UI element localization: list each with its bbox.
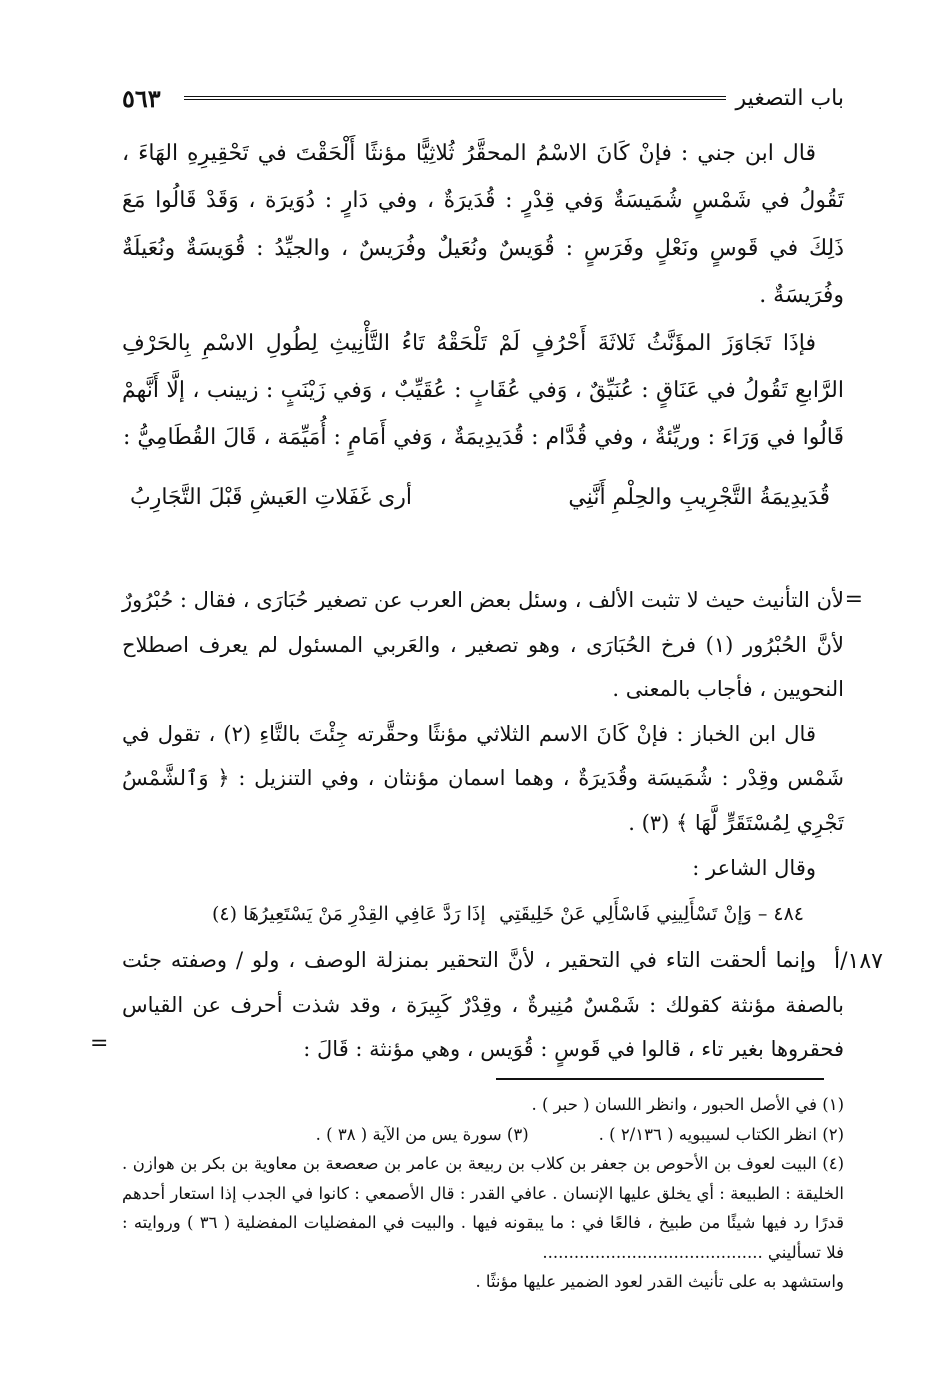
end-continuation-marker: =: [90, 1031, 109, 1056]
page-number: ٥٦٣: [122, 84, 161, 113]
manuscript-folio-marker: ١٨٧/أ: [834, 949, 883, 974]
running-title: باب التصغير: [735, 86, 844, 111]
commentary-text: [122, 578, 844, 1072]
commentary-paragraph-1: لأن التأنيث حيث لا تثبت الألف ، وسئل بعض العرب عن تصغير حُبَارَى ، فقال : حُبْرُورٌ لأنَّ الحُبْرُور (١) فرخ الحُبَارَى ، وهو تصغير ، والعَربي المسئول لم يعرف اصطلاح النحويين ، فأجاب بالمعنى .: [122, 588, 845, 702]
footnote-4: (٤) البيت لعوف بن الأحوص بن جعفر بن كلاب بن ربيعة بن عامر بن صعصعة بن معاوية بن بكر بن هوازن . الخليقة : الطبيعة : أي يخلق عليها الإنسان . عافي القدر : قال الأصمعي : كانوا في الجدب إذا استعار أحدهم قدرًا رد فيها شيئًا من طبيخ ، فالعًا في : ما يبقونه فيها . والبيت في المفضليات المفضلية ( ٣٦ ) وروايته : فلا تسأليني ..........................................: [122, 1154, 844, 1262]
verse-484-first: ٤٨٤ – وَإنْ تَسْأَلِينِي فَاسْأَلِي عَنْ خَلِيقَتِي: [499, 903, 804, 926]
commentary-paragraph-2: قال ابن الخباز : فإنْ كَانَ الاسم الثلاثي مؤنثًا وحقَّرته جِئْتَ بالتَّاءِ (٢) ، تقول في شَمْس وقِدْر : شُمَيسَة وقُدَيرَةٌ ، وهما اسمان مؤنثان ، وفي التنزيل : ﴿ وَٱلشَّمْسُ تَجْرِي لِمُسْتَقَرٍّ لَّهَا ﴾ (٣) .: [122, 721, 844, 835]
commentary-paragraph-3: وقال الشاعر :: [692, 855, 816, 880]
footnotes: [122, 1090, 844, 1297]
footnote-rule: [496, 1078, 824, 1080]
page-header: [122, 84, 844, 118]
footnote-4-end: واستشهد به على تأنيث القدر لعود الضمير عليها مؤنثًا .: [475, 1272, 844, 1291]
poem-verse-484: [122, 890, 844, 938]
verse-484-second: إذَا رَدَّ عَافِي القِدْرِ مَنْ يَسْتَعِيرُهَا (٤): [212, 903, 486, 926]
verse-first-hemistich: قُدَيدِيمَةُ التَّجْرِيبِ والحِلْمِ أَنَّنِي: [568, 484, 830, 510]
continuation-marker: =: [844, 587, 863, 612]
verse-second-hemistich: أرى غَفَلاتِ العَيشِ قَبْلَ التَّجَارِبُ: [130, 484, 413, 510]
main-paragraph-1: قال ابن جني : فإنْ كَانَ الاسْمُ المحقَّرُ ثُلاثِيًّا مؤنثًا أَلْحَقْتَ في تَحْقِيرِهِ الهَاءَ ، تَقُولُ في شَمْسٍ شُمَيسَةٌ وَفي قِدْرٍ : قُدَيرَةٌ ، وفي دَارٍ : دُوَيرَة ، وَقَدْ قَالُوا مَعَ ذَلِكَ في قَوسٍ ونَعْلٍ وفَرَسٍ : قُوَيسٌ ونُعَيلٌ وفُرَيسٌ ، والجيِّدُ : قُوَيسَةٌ ونُعَيلَةٌ وفُرَيسَةٌ .: [122, 141, 844, 309]
poem-verse: [122, 468, 844, 528]
footnote-2: (٢) انظر الكتاب لسيبويه ( ٢/١٣٦ ) .: [598, 1124, 844, 1144]
footnote-3: (٣) سورة يس من الآية ( ٣٨ ) .: [315, 1124, 529, 1144]
main-text: [122, 130, 844, 528]
header-rule: [184, 96, 726, 104]
main-paragraph-2: فإذَا تَجَاوَزَ المؤَنَّثُ ثَلاثَةَ أَحْرُفٍ لَمْ تَلْحَقْهُ تَاءُ التَّأْنِيثِ لِطُولِ الاسْمِ بِالحَرْفِ الرَّابعِ تَقُولُ في عَنَاقٍ : عُنَيِّقٌ ، وَفي عُقَابٍ : عُقَيِّبٌ ، وَفي زَيْنَبٍ : زيينب ، إلَّا أَنَّهمْ قَالُوا في وَرَاءَ : وريِّئةٌ ، وفي قُدَّام : قُدَيدِيمَةٌ ، وَفي أَمَامٍ : أُمَيِّمَة ، قَالَ القُطَامِيُّ :: [122, 330, 844, 451]
footnote-row-2-3: [122, 1120, 844, 1150]
footnote-1: (١) في الأصل الحبور ، وانظر اللسان ( حبر ) .: [531, 1095, 844, 1114]
commentary-paragraph-4: وإنما ألحقت التاء في التحقير ، لأنَّ التحقير بمنزلة الوصف ، ولو / وصفته جئت بالصفة مؤنثة كقولك : شَمْسٌ مُنِيرةٌ ، وقِدْرٌ كَبِيرَة ، وقد شذت أحرف عن القياس فحقروها بغير تاء ، قالوا في قَوسٍ : قُوَيس ، وهي مؤنثة : قَالَ :: [122, 948, 844, 1062]
